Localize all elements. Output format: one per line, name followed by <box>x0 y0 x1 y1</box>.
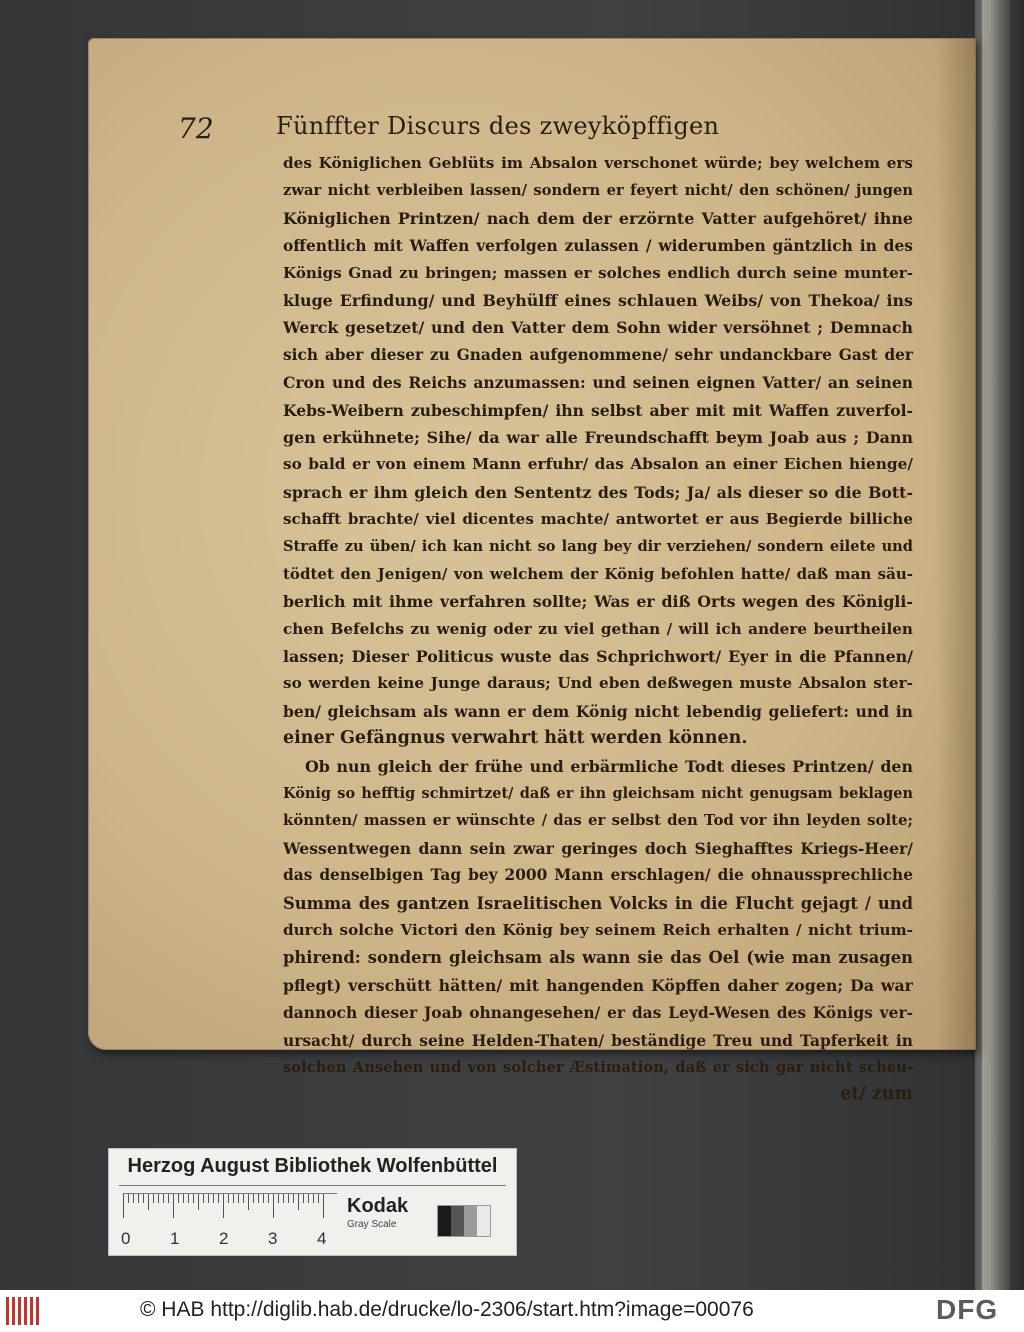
footer-bar <box>0 1290 1024 1332</box>
ruler-tick <box>313 1194 314 1203</box>
text-line: Kebs-Weibern zubeschimpfen/ ihn selbst aber mit mit Waffen zuverfol- <box>283 400 913 420</box>
text-line: so bald er von einem Mann erfuhr/ das Absalon an einer Eichen hienge/ <box>283 455 913 474</box>
ruler-label: 4 <box>317 1229 327 1248</box>
logo-bar <box>12 1297 15 1325</box>
text-line: ursacht/ durch seine Helden-Thaten/ beständige Treu und Tapferkeit in <box>283 1030 913 1050</box>
page-text <box>283 150 913 1109</box>
gray-swatch <box>464 1206 477 1236</box>
ruler-tick <box>198 1194 199 1210</box>
ruler-tick <box>323 1194 324 1218</box>
gray-swatches <box>437 1205 491 1237</box>
ruler-tick <box>253 1194 254 1203</box>
copyright-link[interactable]: © HAB http://diglib.hab.de/drucke/lo-2306/start.htm?image=00076 <box>140 1298 754 1321</box>
ruler-tick <box>228 1194 229 1203</box>
text-line: so werden keine Junge daraus; Und eben deßwegen muste Absalon ster- <box>283 674 913 693</box>
text-line: Straffe zu üben/ ich kan nicht so lang bey dir verziehen/ sondern eilete und <box>283 538 913 556</box>
logo-bar <box>30 1297 33 1325</box>
ruler-tick <box>288 1194 289 1203</box>
ruler-tick <box>123 1194 124 1218</box>
ruler-tick <box>263 1194 264 1203</box>
ruler-tick <box>158 1194 159 1203</box>
hab-logo-icon <box>6 1297 40 1325</box>
ruler-tick <box>318 1194 319 1203</box>
text-line: sprach er ihm gleich den Sententz des Tods; Ja/ als dieser so die Bott- <box>283 482 913 502</box>
ruler-tick <box>218 1194 219 1203</box>
text-line: pflegt) verschütt hätten/ mit hangenden Köpffen daher zogen; Da war <box>283 975 913 995</box>
text-line: gen erkühnete; Sihe/ da war alle Freundschafft beym Joab aus ; Dann <box>283 427 913 447</box>
ruler-tick <box>273 1194 274 1218</box>
color-calibration-bar <box>108 1148 517 1256</box>
ruler-tick <box>268 1194 269 1203</box>
logo-bar <box>36 1297 39 1325</box>
kodak-logo: Kodak <box>347 1195 409 1217</box>
text-line: tödtet den Jenigen/ von welchem der König befohlen hatte/ daß man säu- <box>283 564 913 583</box>
ruler-tick <box>128 1194 129 1203</box>
dfg-logo: DFG <box>936 1294 999 1325</box>
text-line: dannoch dieser Joab ohnangesehen/ er das Leyd-Wesen des Königs ver- <box>283 1003 913 1023</box>
text-line: Wessentwegen dann sein zwar geringes doch Sieghafftes Kriegs-Heer/ <box>283 838 913 858</box>
text-line: Königs Gnad zu bringen; massen er solches endlich durch seine munter- <box>283 263 913 282</box>
library-name: Herzog August Bibliothek Wolfenbüttel <box>127 1155 498 1177</box>
ruler-tick <box>213 1194 214 1203</box>
ruler-tick <box>308 1194 309 1203</box>
ruler-tick <box>223 1194 224 1218</box>
ruler-label: 0 <box>121 1229 131 1248</box>
text-line: des Königlichen Geblüts im Absalon verschonet würde; bey welchem ers <box>283 154 913 172</box>
gray-swatch <box>451 1206 464 1236</box>
ruler-tick <box>208 1194 209 1203</box>
colorbar-divider <box>119 1185 506 1186</box>
text-line: könnten/ massen er wünschte / das er selbst den Tod vor ihn leyden solte; <box>283 811 913 830</box>
ruler-tick <box>243 1194 244 1203</box>
gray-swatch <box>438 1206 451 1236</box>
text-line: Königlichen Printzen/ nach dem der erzörnte Vatter aufgehöret/ ihne <box>283 208 913 228</box>
ruler-tick <box>173 1194 174 1218</box>
ruler-tick <box>168 1194 169 1203</box>
text-line: sich aber dieser zu Gnaden aufgenommene/ sehr undanckbare Gast der <box>283 345 913 364</box>
text-line: ben/ gleichsam als wann er dem König nicht lebendig geliefert: und in <box>283 701 913 721</box>
text-line: lassen; Dieser Politicus wuste das Schprichwort/ Eyer in die Pfannen/ <box>283 647 913 667</box>
ruler-tick <box>193 1194 194 1203</box>
ruler-tick <box>188 1194 189 1203</box>
logo-bar <box>18 1297 21 1325</box>
text-line: schafft brachte/ viel dicentes machte/ antwortet er aus Begierde billiche <box>283 510 913 529</box>
ruler-tick <box>283 1194 284 1203</box>
ruler-tick <box>153 1194 154 1203</box>
book-spine <box>982 0 1010 1290</box>
text-line: Summa des gantzen Israelitischen Volcks in die Flucht gejagt / und <box>283 893 913 913</box>
ruler-tick <box>258 1194 259 1203</box>
text-line: Werck gesetzet/ und den Vatter dem Sohn wider versöhnet ; Demnach <box>283 318 913 338</box>
text-line: kluge Erfindung/ und Beyhülff eines schlauen Weibs/ von Thekoa/ ins <box>283 290 913 310</box>
text-line: chen Befelchs zu wenig oder zu viel gethan / will ich andere beurtheilen <box>283 619 913 638</box>
ruler-tick <box>163 1194 164 1203</box>
ruler-tick <box>303 1194 304 1203</box>
text-line: König so hefftig schmirtzet/ daß er ihn gleichsam nicht genugsam beklagen <box>283 784 913 802</box>
ruler-label: 2 <box>219 1229 229 1248</box>
text-line: zwar nicht verbleiben lassen/ sondern er feyert nicht/ den schönen/ jungen <box>283 182 913 200</box>
ruler-tick <box>138 1194 139 1203</box>
ruler-tick <box>178 1194 179 1203</box>
text-line: et/ zum <box>840 1084 913 1105</box>
ruler-tick <box>293 1194 294 1203</box>
text-line: solchen Ansehen und von solcher Æstimation, daß er sich gar nicht scheu- <box>283 1058 913 1076</box>
running-title: Fünffter Discurs des zweyköpffigen <box>276 112 720 140</box>
text-line: Ob nun gleich der frühe und erbärmliche Todt dieses Printzen/ den <box>305 756 913 776</box>
text-line: phirend: sondern gleichsam als wann sie das Oel (wie man zusagen <box>283 948 913 968</box>
scale-ruler <box>123 1193 337 1220</box>
gray-swatch <box>477 1206 490 1236</box>
text-line: berlich mit ihme verfahren sollte; Was er diß Orts wegen des Königli- <box>283 592 913 612</box>
page-gutter-shadow <box>936 38 976 1050</box>
ruler-label: 1 <box>170 1229 180 1248</box>
text-line: offentlich mit Waffen verfolgen zulassen / widerumben gäntzlich in des <box>283 236 913 256</box>
ruler-tick <box>148 1194 149 1210</box>
ruler-tick <box>248 1194 249 1210</box>
page-header <box>178 108 878 148</box>
gray-scale-label: Gray Scale <box>347 1219 397 1230</box>
logo-bar <box>6 1297 9 1325</box>
ruler-tick <box>278 1194 279 1203</box>
page-number: 72 <box>178 112 214 145</box>
ruler-tick <box>183 1194 184 1203</box>
ruler-tick <box>238 1194 239 1203</box>
ruler-tick <box>203 1194 204 1203</box>
ruler-tick <box>298 1194 299 1210</box>
ruler-tick <box>233 1194 234 1203</box>
text-line: durch solche Victori den König bey seinem Reich erhalten / nicht trium- <box>283 920 913 939</box>
ruler-tick <box>143 1194 144 1203</box>
text-line: das denselbigen Tag bey 2000 Mann erschlagen/ die ohnaussprechliche <box>283 866 913 885</box>
ruler-tick <box>133 1194 134 1203</box>
text-line: einer Gefängnus verwahrt hätt werden können. <box>283 728 748 749</box>
text-line: Cron und des Reichs anzumassen: und seinen eignen Vatter/ an seinen <box>283 373 913 393</box>
ruler-label: 3 <box>268 1229 278 1248</box>
logo-bar <box>24 1297 27 1325</box>
